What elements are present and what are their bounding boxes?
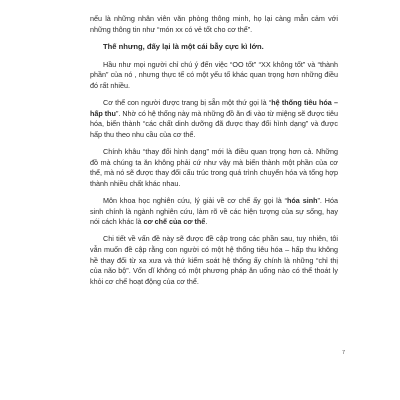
text-segment: Môn khoa học nghiên cứu, lý giải về cơ chế ấy gọi là “ — [103, 196, 288, 206]
text-segment: ”. Hóa sinh chính là ngành nghiên cứu, làm rõ về các hiện tượng của sự sống, hay nói cách khác là — [90, 196, 338, 227]
text-segment: ”. Nhờ có hệ thống này mà những đồ ăn đi vào từ miệng sẽ được tiêu hóa, biến thành “các chất dinh dưỡng đã được thay đổi hình dạng” và được hấp thu theo nhu cầu của cơ thể. — [90, 108, 338, 139]
paragraph-3 — [90, 98, 338, 140]
paragraph-5 — [90, 196, 338, 228]
text-segment: Chính khâu “thay đổi hình dạng” mới là điều quan trọng hơn cả. Những đồ mà chúng ta ăn không phải cứ như vậy mà biến thành một phần của cơ thể, mà nó sẽ được thay đổi cấu trúc trong quá trình chuyển hóa và tổng hợp thành nhiều chất khác nhau. — [90, 147, 338, 188]
bold-text-segment: hóa sinh — [287, 196, 318, 206]
paragraph-2 — [90, 60, 338, 92]
section-heading — [90, 42, 338, 53]
text-segment: Chi tiết về vấn đề này sẽ được đề cập trong các phần sau, tuy nhiên, tôi vẫn muốn đề cập rằng con người có một hệ thống tiêu hóa – hấp thu không hề thay đổi từ xa xưa và thứ kiểm soát hệ thống ấy chính là những “chỉ thị của não bộ”. Vốn dĩ không có một phương pháp ăn uống nào có thể thoát ly khỏi cơ chế hoạt động của cơ thể. — [90, 234, 338, 286]
text-segment: Hầu như mọi người chỉ chú ý đến việc “OO tốt” “XX không tốt” và “thành phần” của nó , nhưng thực tế có một yếu tố khác quan trọng hơn những điều đó rất nhiều. — [90, 59, 338, 90]
paragraph-4 — [90, 147, 338, 189]
text-segment: . — [205, 217, 208, 227]
paragraph-6 — [90, 234, 338, 287]
bold-text-segment: hệ thống tiêu hóa – hấp thu — [90, 98, 338, 118]
bold-text-segment: Thế nhưng, đấy lại là một cái bẫy cực kì lớn. — [103, 42, 264, 52]
text-column — [90, 14, 338, 294]
paragraph-1 — [90, 14, 338, 35]
bold-text-segment: cơ chế của cơ thể — [143, 217, 206, 227]
page-number: 7 — [342, 350, 346, 356]
text-segment: Cơ thể con người được trang bị sẵn một thứ gọi là “ — [103, 98, 272, 108]
text-segment: nếu là những nhân viên văn phòng thông minh, họ lại càng mẫn cảm với những thông tin như “món xx có vẻ tốt cho cơ thể”. — [90, 14, 338, 34]
